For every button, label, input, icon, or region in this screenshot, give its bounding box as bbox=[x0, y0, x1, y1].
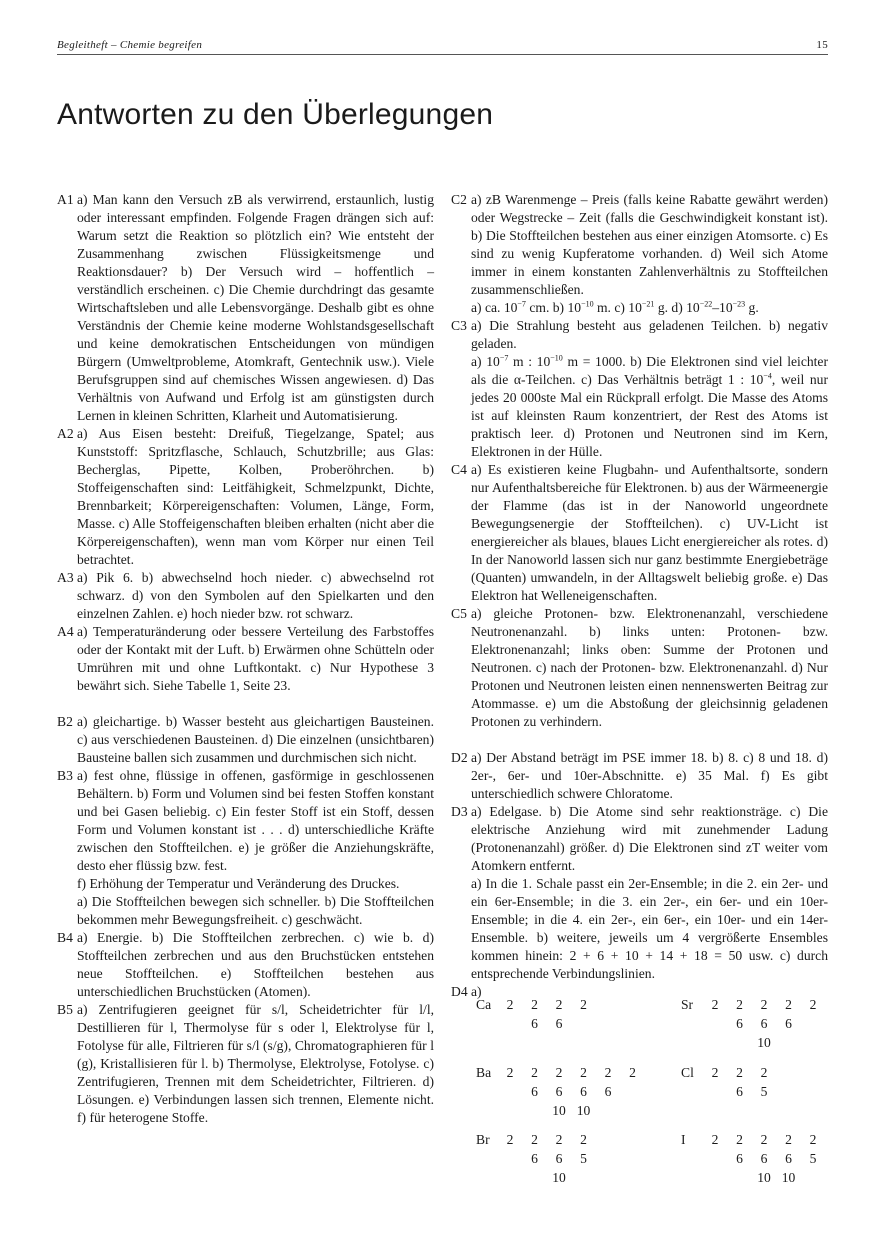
electron-count: 6 bbox=[785, 1016, 792, 1031]
electron-count: 5 bbox=[580, 1151, 587, 1166]
electron-count: 2 bbox=[809, 1132, 817, 1147]
electron-count: 6 bbox=[760, 1016, 768, 1031]
electron-count: 2 bbox=[809, 997, 817, 1012]
electron-count: 10 bbox=[552, 1103, 566, 1118]
element-symbol: I bbox=[681, 1132, 686, 1147]
answer-text: a) Edelgase. b) Die Atome sind sehr reaktionsträge. c) Die elektrische Anziehung wird mit zunehmender Ladung (Protonenanzahl) größer. d) Die Elektronen sind zT weiter vom Atomkern entfernt. bbox=[471, 804, 828, 873]
section-gap bbox=[57, 695, 434, 713]
answer-text: a) Man kann den Versuch zB als verwirrend, erstaunlich, lustig oder interessant empfinden. Folgende Fragen drängen sich auf: Warum setzt die Reaktion so plötzlich ein? Wie entsteht der Zusammenhang zwischen Flüssigkeitsmenge und Reaktionsdauer? b) Der Versuch wird – hoffentlich – verständlich erscheinen. c) Die Chemie durchdringt das gesamte Wirtschaftsleben und alle Lebensvorgänge. Deshalb gibt es ohne Verständnis der Chemie keine moderne Wohlstandsgesellschaft und keine demokratischen Entscheidungen von mündigen Bürgern (Umweltprobleme, Atomkraft, Gentechnik usw.). Viele Berufsgruppen sind auf chemisches Wissen angewiesen. d) Das Verhältnis von Aufwand und Erfolg ist am günstigsten durch Lernen in kleinen Schritten, Klarheit und Automatisierung. bbox=[77, 192, 434, 423]
answer-label: A3 bbox=[57, 570, 74, 585]
electron-count: 10 bbox=[757, 1035, 771, 1050]
electron-count: 6 bbox=[555, 1084, 563, 1099]
answer-A1 bbox=[57, 191, 434, 425]
page-number: 15 bbox=[816, 39, 828, 51]
electron-count: 2 bbox=[531, 1065, 538, 1080]
answer-text: a) fest ohne, flüssige in offenen, gasförmige in geschlossenen Behältern. b) Form und Volumen sind bei festen Stoffen konstant und bei Gasen beliebig. c) Ein fester Stoff ist ein Stoff, dessen Form und Volumen konstant ist . . . d) unterschiedliche Kräfte zwischen den Stoffteilchen. e) je größer die Anziehungskräfte, desto eher flüssig bzw. fest. bbox=[77, 768, 434, 873]
page-title: Antworten zu den Überlegungen bbox=[57, 98, 494, 131]
electron-count: 10 bbox=[552, 1170, 566, 1185]
answer-label: B2 bbox=[57, 714, 73, 729]
electron-count: 2 bbox=[555, 997, 563, 1012]
electron-count: 6 bbox=[531, 1151, 538, 1166]
header-title: Begleitheft – Chemie begreifen bbox=[57, 39, 203, 51]
answer-text-extra: f) Erhöhung der Temperatur und Veränderung des Druckes. bbox=[77, 876, 400, 891]
electron-count: 6 bbox=[555, 1151, 563, 1166]
electron-count: 2 bbox=[604, 1065, 612, 1080]
answer-label: C4 bbox=[451, 462, 467, 477]
answer-A3 bbox=[57, 569, 434, 623]
answer-label: B4 bbox=[57, 930, 73, 945]
electron-count: 6 bbox=[760, 1151, 768, 1166]
answer-A2 bbox=[57, 425, 434, 569]
electron-count: 2 bbox=[506, 997, 514, 1012]
electron-count: 6 bbox=[785, 1151, 792, 1166]
electron-count: 2 bbox=[555, 1065, 563, 1080]
electron-count: 2 bbox=[736, 1065, 743, 1080]
electron-count: 2 bbox=[711, 1065, 719, 1080]
answer-label: C5 bbox=[451, 606, 467, 621]
answer-text: a) bbox=[471, 984, 482, 999]
electron-count: 2 bbox=[736, 997, 743, 1012]
electron-count: 2 bbox=[760, 1065, 768, 1080]
answer-text: a) Der Abstand beträgt im PSE immer 18. b) 8. c) 8 und 18. d) 2er-, 6er- und 10er-Abschnitte. e) 35 Mal. f) Es gibt unterschiedlich schwere Chloratome. bbox=[471, 750, 828, 801]
answer-text: a) zB Warenmenge – Preis (falls keine Rabatte gewährt werden) oder Wegstrecke – Zeit (falls die Geschwindigkeit konstant ist). b) Die Stoffteilchen bestehen aus einer einzigen Atomsorte. c) Es sind zu wenig Kupferatome vorhanden. d) Weil sich Atome immer in einem konstanten Zahlenverhältnis zu Stoffteilchen zusammenschließen. bbox=[471, 192, 828, 297]
electron-count: 2 bbox=[711, 997, 719, 1012]
right-column bbox=[451, 191, 828, 1001]
electron-count: 2 bbox=[555, 1132, 563, 1147]
electron-count: 2 bbox=[736, 1132, 743, 1147]
answer-text-extra: a) Die Stoffteilchen bewegen sich schneller. b) Die Stoffteilchen bekommen mehr Bewegungsfreiheit. c) geschwächt. bbox=[77, 894, 434, 927]
electron-count: 2 bbox=[760, 1132, 768, 1147]
answer-B2 bbox=[57, 713, 434, 767]
answer-text: a) gleiche Protonen- bzw. Elektronenanzahl, verschiedene Neutronenanzahl. b) links unten: Protonen- bzw. Elektronenanzahl; links oben: Summe der Protonen und Neutronen. c) nach der Protonen- bzw. Elektronenanzahl. d) Nur Protonen und Neutronen leisten einen nennenswerten Beitrag zur Atommasse. e) um die Abstoßung der gleichsinnig geladenen Protonen zu verhindern. bbox=[471, 606, 828, 729]
electron-count: 2 bbox=[760, 997, 768, 1012]
electron-count: 6 bbox=[555, 1016, 563, 1031]
answer-label: D2 bbox=[451, 750, 468, 765]
answer-C5 bbox=[451, 605, 828, 731]
electron-count: 10 bbox=[576, 1103, 591, 1118]
running-header bbox=[57, 38, 828, 55]
electron-count: 2 bbox=[785, 997, 792, 1012]
answer-text: a) Aus Eisen besteht: Dreifuß, Tiegelzange, Spatel; aus Kunststoff: Spritzflasche, Schlauch, Schutzbrille; aus Glas: Becherglas, Pipette, Kolben, Proberöhrchen. b) Stoffeigenschaften sind: Leitfähigkeit, Schmelzpunkt, Dichte, Brennbarkeit; Körpereigenschaften: Volumen, Länge, Form, Masse. c) Alle Stoffeigenschaften bleiben erhalten (nicht aber die Körpereigenschaften), wenn man vom Körper nur einen Teil betrachtet. bbox=[77, 426, 434, 567]
answer-label: A4 bbox=[57, 624, 74, 639]
electron-count: 5 bbox=[760, 1084, 768, 1099]
electron-count: 2 bbox=[629, 1065, 636, 1080]
answer-text: a) Pik 6. b) abwechselnd hoch nieder. c) abwechselnd rot schwarz. d) von den Symbolen auf den Spielkarten und den einzelnen Zahlen. e) hoch nieder bzw. rot schwarz. bbox=[77, 570, 434, 621]
answer-C3 bbox=[451, 317, 828, 461]
element-symbol: Sr bbox=[681, 997, 694, 1012]
answer-D2 bbox=[451, 749, 828, 803]
answer-text: a) Es existieren keine Flugbahn- und Aufenthaltsorte, sondern nur Aufenthaltsbereiche für Elektronen. b) aus der Wärmeenergie der Flamme (das ist in der Nanoworld ungeordnete Bewegungsenergie der Stoffteilchen). c) UV-Licht ist energiereicher als blaues, blaues Licht energiereicher als rotes. d) In der Nanoworld lassen sich nur ganz bestimmte Energiebeträge (Quanten) umwandeln, in der Alltagswelt beliebig große. e) Das Elektron hat Welleneigenschaften. bbox=[471, 462, 828, 603]
electron-count: 6 bbox=[736, 1151, 743, 1166]
electron-count: 2 bbox=[506, 1065, 514, 1080]
answer-label: C2 bbox=[451, 192, 467, 207]
answer-text: a) Temperaturänderung oder bessere Verteilung des Farbstoffes oder der Kontakt mit der Luft. b) Erwärmen ohne Schütteln oder Umrühren mit und ohne Luftkontakt. c) Nur Hypothese 3 bewährt sich. Siehe Tabelle 1, Seite 23. bbox=[77, 624, 434, 693]
answer-text: a) Energie. b) Die Stoffteilchen zerbrechen. c) wie b. d) Stoffteilchen zerbrechen und aus den Bruchstücken entstehen neue Stoffteilchen. e) Stoffteilchen bestehen aus unterschiedlichen Bruchstücken (Atomen). bbox=[77, 930, 434, 999]
answer-A4 bbox=[57, 623, 434, 695]
electron-count: 6 bbox=[736, 1016, 743, 1031]
answer-label: D3 bbox=[451, 804, 468, 819]
electron-count: 2 bbox=[580, 1065, 587, 1080]
electron-count: 10 bbox=[781, 1170, 796, 1185]
answer-D3 bbox=[451, 803, 828, 983]
answer-label: B3 bbox=[57, 768, 73, 783]
electron-count: 5 bbox=[809, 1151, 817, 1166]
answer-label: D4 bbox=[451, 984, 468, 999]
electron-count: 2 bbox=[531, 997, 538, 1012]
electron-count: 2 bbox=[785, 1132, 792, 1147]
element-symbol: Ca bbox=[476, 997, 492, 1012]
answer-C2 bbox=[451, 191, 828, 317]
electron-count: 2 bbox=[506, 1132, 514, 1147]
answer-label: A1 bbox=[57, 192, 74, 207]
answer-C4 bbox=[451, 461, 828, 605]
answer-text-extra: a) ca. $10^{-7}$ cm. b) $10^{-10}$ m. c) $10^{-21}$ g. d) $10^{-22}-10^{-23}$ g. bbox=[471, 299, 759, 315]
left-column bbox=[57, 191, 434, 1127]
electron-count: 6 bbox=[736, 1084, 743, 1099]
answer-text: a) Die Strahlung besteht aus geladenen Teilchen. b) negativ geladen. bbox=[471, 318, 828, 351]
electron-count: 6 bbox=[580, 1084, 587, 1099]
answer-label: B5 bbox=[57, 1002, 73, 1017]
element-symbol: Ba bbox=[476, 1065, 492, 1080]
answer-text: a) Zentrifugieren geeignet für s/l, Scheidetrichter für l/l, Destillieren für l, Thermolyse für s oder l, Elektrolyse für l, Fotolyse für alle, Filtrieren für s/l (s/g), Chromatographieren für l (g), Kristallisieren für l. b) Thermolyse, Elektrolyse, Fotolyse. c) Zentrifugieren, Trennen mit dem Scheidetrichter, Filtrieren. d) Lösungen. e) Verbindungen lassen sich trennen, Elemente nicht. f) für heterogene Stoffe. bbox=[77, 1002, 434, 1125]
element-symbol: Br bbox=[476, 1132, 490, 1147]
electron-count: 6 bbox=[604, 1084, 612, 1099]
electron-count: 2 bbox=[711, 1132, 719, 1147]
answer-text-extra: a) $10^{-7}$ m : $10^{-10}$ m = 1000. b) Die Elektronen sind viel leichter als die α-Teilchen. c) Das Verhältnis beträgt 1 : $10^{-4}$, weil nur jedes 20 000ste Mal ein Rückprall erfolgt. Die Masse des Atoms ist auf kleinsten Raum konzentriert, der Rest des Atoms ist praktisch leer. d) Protonen und Neutronen sind im Kern, Elektronen in der Hülle. bbox=[471, 353, 828, 459]
answer-B4 bbox=[57, 929, 434, 1001]
answer-B3 bbox=[57, 767, 434, 929]
answer-B5 bbox=[57, 1001, 434, 1127]
answer-text: a) gleichartige. b) Wasser besteht aus gleichartigen Bausteinen. c) aus verschiedenen Bausteinen. d) Die einzelnen (unsichtbaren) Bausteine ballen sich zusammen und durchmischen sich nicht. bbox=[77, 714, 434, 765]
section-gap bbox=[451, 731, 828, 749]
electron-count: 2 bbox=[531, 1132, 538, 1147]
electron-count: 2 bbox=[580, 997, 587, 1012]
electron-count: 6 bbox=[531, 1016, 538, 1031]
answer-text-extra: a) In die 1. Schale passt ein 2er-Ensemble; in die 2. ein 2er- und ein 6er-Ensemble; in die 3. ein 2er-, ein 6er- und ein 10er-Ensemble; in die 4. ein 2er-, ein 6er-, ein 10er- und ein 14er-Ensemble. b) weitere, jeweils um 4 vergrößerte Ensembles kommen hinein: 2 + 6 + 10 + 14 + 18 = 50 usw. c) durch entsprechende Verbindungslinien. bbox=[471, 876, 828, 981]
electron-count: 10 bbox=[757, 1170, 771, 1185]
electron-count: 6 bbox=[531, 1084, 538, 1099]
answer-label: A2 bbox=[57, 426, 74, 441]
element-symbol: Cl bbox=[681, 1065, 694, 1080]
electron-count: 2 bbox=[580, 1132, 587, 1147]
answer-label: C3 bbox=[451, 318, 467, 333]
